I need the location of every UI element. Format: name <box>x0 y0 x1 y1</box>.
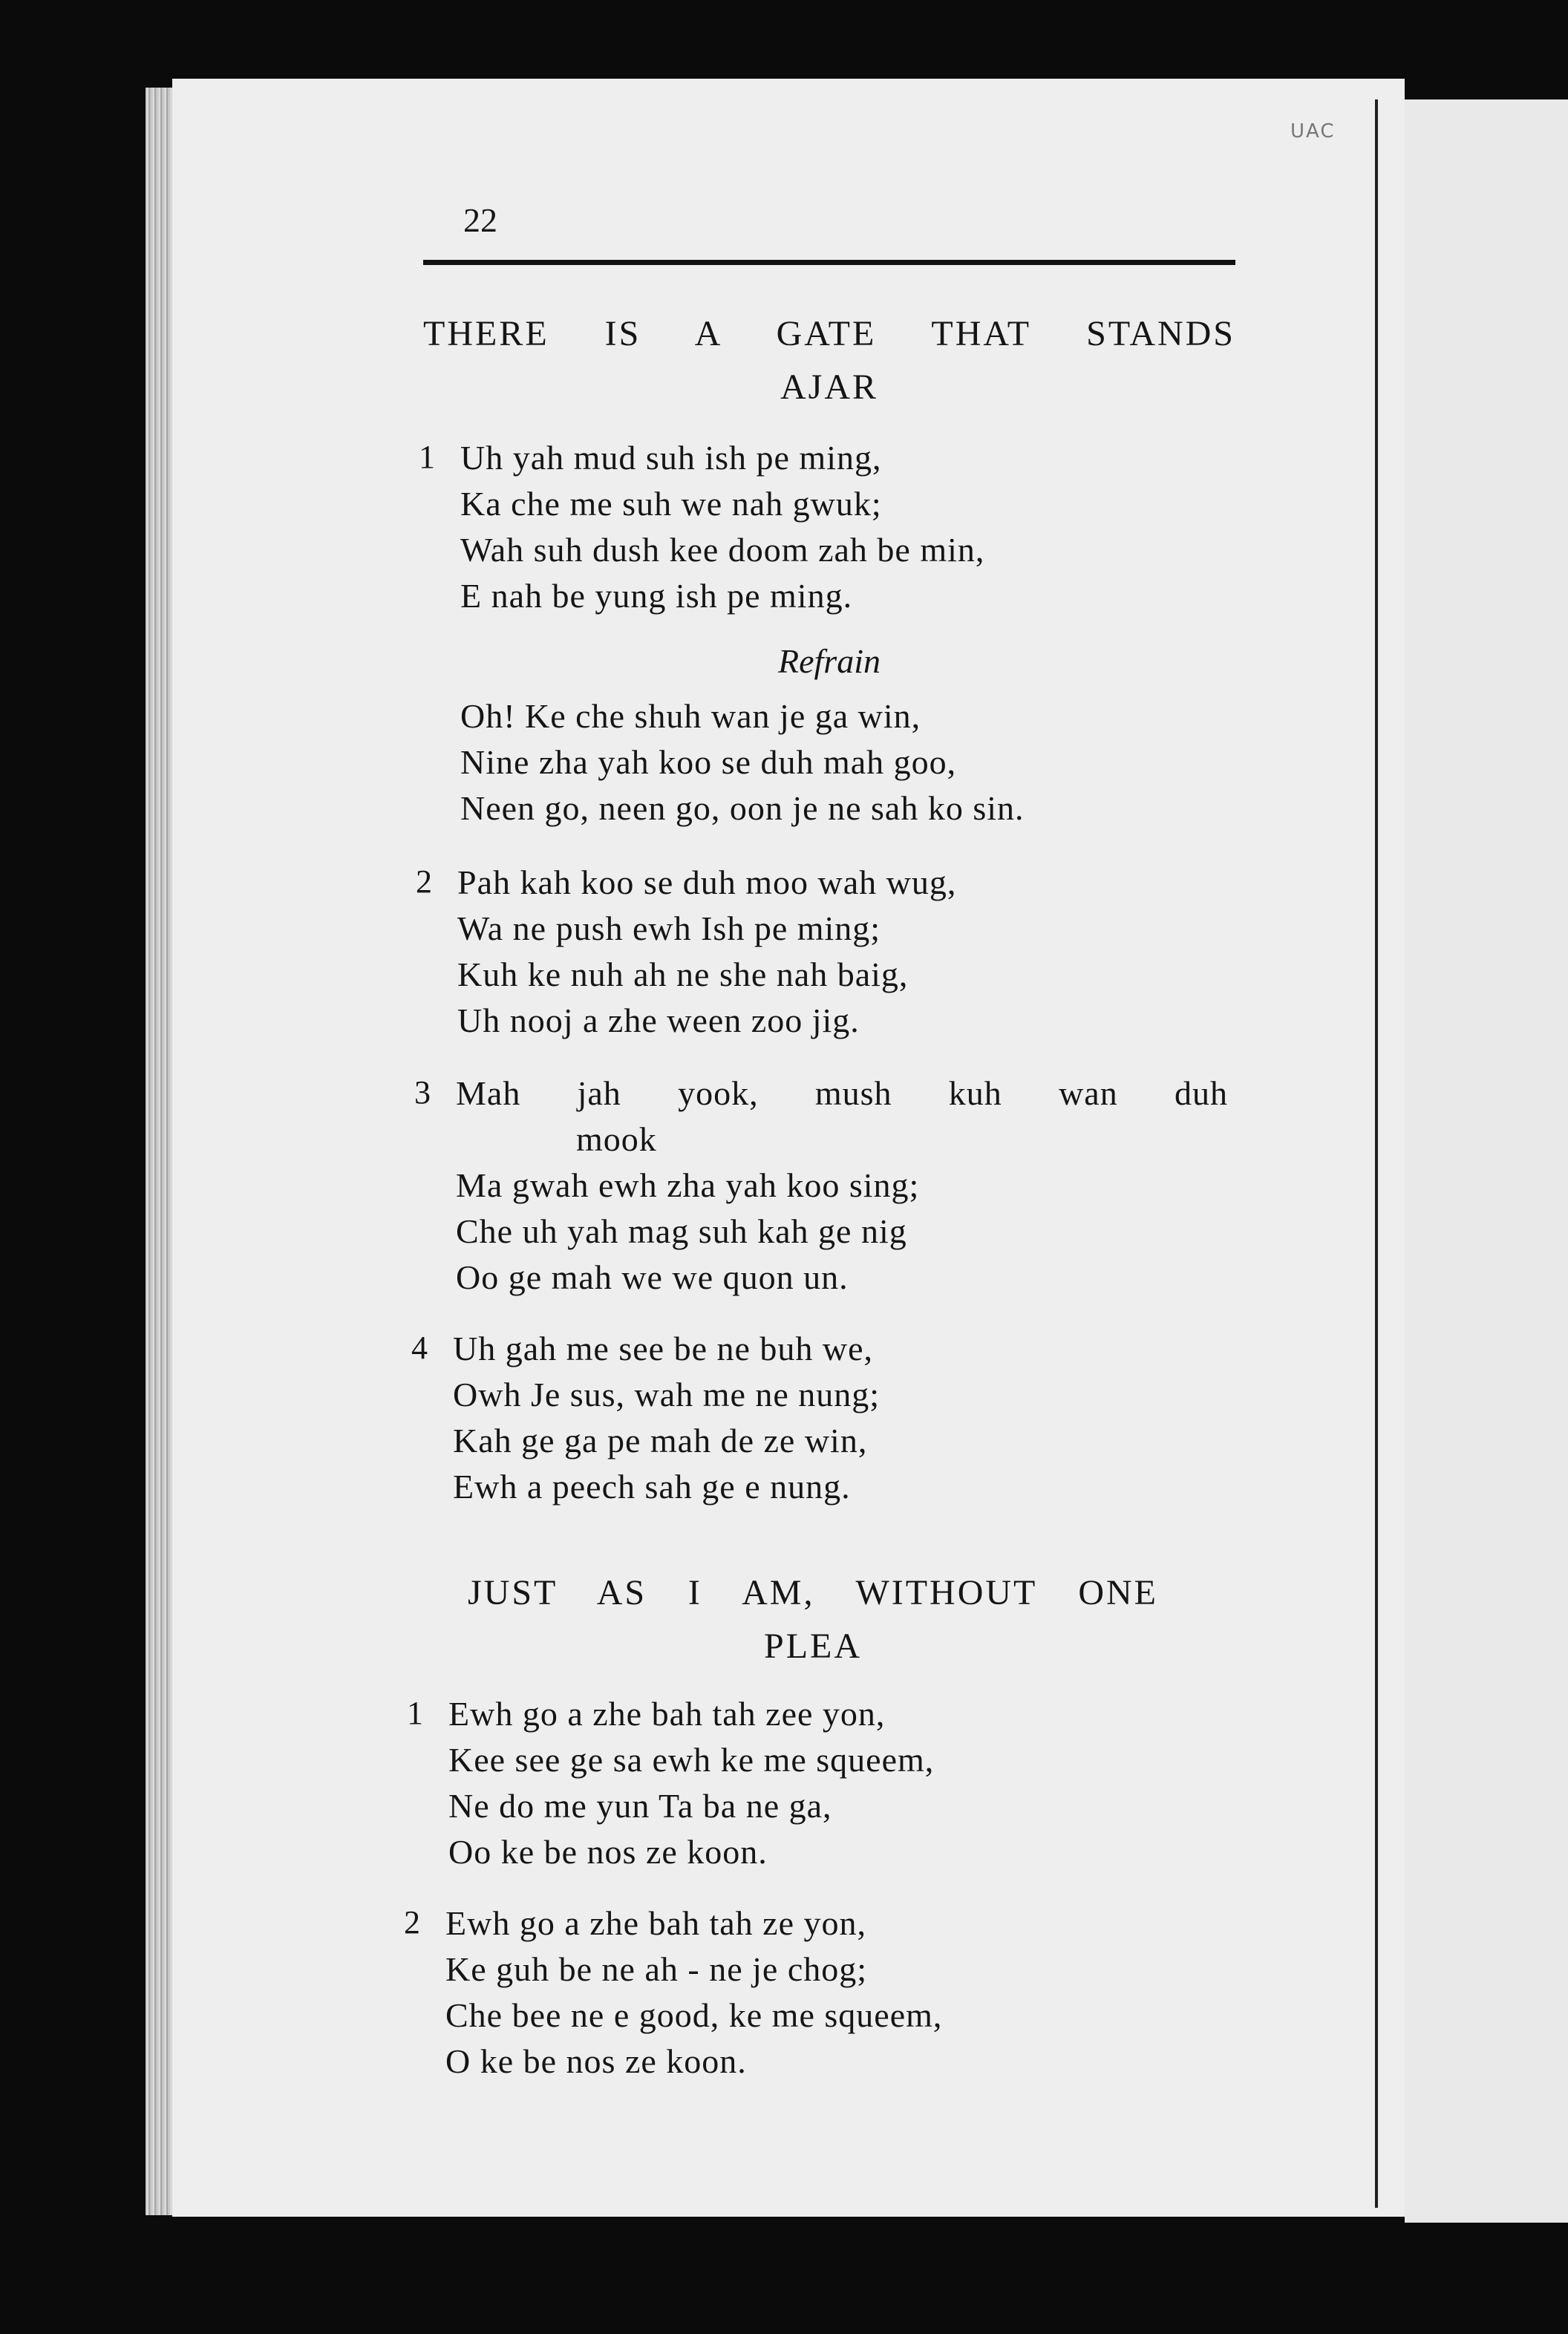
verse-number: 1 <box>419 439 435 475</box>
verse-line: Ne do me yun Ta ba ne ga, <box>448 1787 832 1825</box>
verse-number: 4 <box>411 1330 428 1366</box>
verse-line: Ewh a peech sah ge e nung. <box>453 1468 851 1506</box>
verse-line: Uh gah me see be ne buh we, <box>453 1330 874 1367</box>
verse-line: Owh Je sus, wah me ne nung; <box>453 1376 881 1413</box>
margin-note: UAC <box>1290 120 1336 143</box>
verse-line: Kee see ge sa ewh ke me squeem, <box>448 1741 935 1779</box>
verse-line: Mah jah yook, mush kuh wan duh <box>456 1074 1228 1112</box>
verse-number: 2 <box>404 1904 420 1941</box>
verse-line: Che bee ne e good, ke me squeem, <box>445 1996 943 2034</box>
verse-line-continued: mook <box>576 1120 657 1158</box>
verse-number: 3 <box>414 1074 431 1111</box>
page-number: 22 <box>463 201 497 239</box>
verse-line: Ka che me suh we nah gwuk; <box>460 485 882 523</box>
verse-line: Ewh go a zhe bah tah ze yon, <box>445 1904 867 1942</box>
hymn-title: THERE IS A GATE THAT STANDS <box>423 314 1235 353</box>
verse-line: Wa ne push ewh Ish pe ming; <box>457 909 881 947</box>
header-rule <box>423 260 1235 265</box>
verse-line: Pah kah koo se duh moo wah wug, <box>457 863 957 901</box>
verse-line: Uh nooj a zhe ween zoo jig. <box>457 1001 860 1039</box>
verse-line: Ewh go a zhe bah tah zee yon, <box>448 1695 886 1733</box>
facing-page-edge <box>1405 99 1568 2223</box>
verse-line: Wah suh dush kee doom zah be min, <box>460 531 985 569</box>
verse-line: Oo ge mah we we quon un. <box>456 1258 849 1296</box>
hymn-title-continued: PLEA <box>764 1627 862 1666</box>
hymn-title: JUST AS I AM, WITHOUT ONE <box>468 1573 1158 1612</box>
gutter-line <box>1375 99 1378 2208</box>
verse-line: Ma gwah ewh zha yah koo sing; <box>456 1166 920 1204</box>
refrain-line: Nine zha yah koo se duh mah goo, <box>460 743 957 781</box>
refrain-line: Neen go, neen go, oon je ne sah ko sin. <box>460 789 1025 827</box>
verse-number: 1 <box>407 1695 423 1731</box>
verse-line: Ke guh be ne ah - ne je chog; <box>445 1950 868 1988</box>
verse-line: Kuh ke nuh ah ne she nah baig, <box>457 955 909 993</box>
verse-line: Uh yah mud suh ish pe ming, <box>460 439 882 477</box>
page-stack-edge <box>146 88 175 2215</box>
verse-number: 2 <box>416 863 432 900</box>
verse-line: Oo ke be nos ze koon. <box>448 1833 768 1871</box>
verse-line: Che uh yah mag suh kah ge nig <box>456 1212 907 1250</box>
hymn-title-continued: AJAR <box>780 367 879 407</box>
refrain-line: Oh! Ke che shuh wan je ga win, <box>460 697 921 735</box>
verse-line: O ke be nos ze koon. <box>445 2042 747 2080</box>
refrain-label: Refrain <box>778 642 881 680</box>
verse-line: Kah ge ga pe mah de ze win, <box>453 1422 868 1459</box>
verse-line: E nah be yung ish pe ming. <box>460 577 853 615</box>
